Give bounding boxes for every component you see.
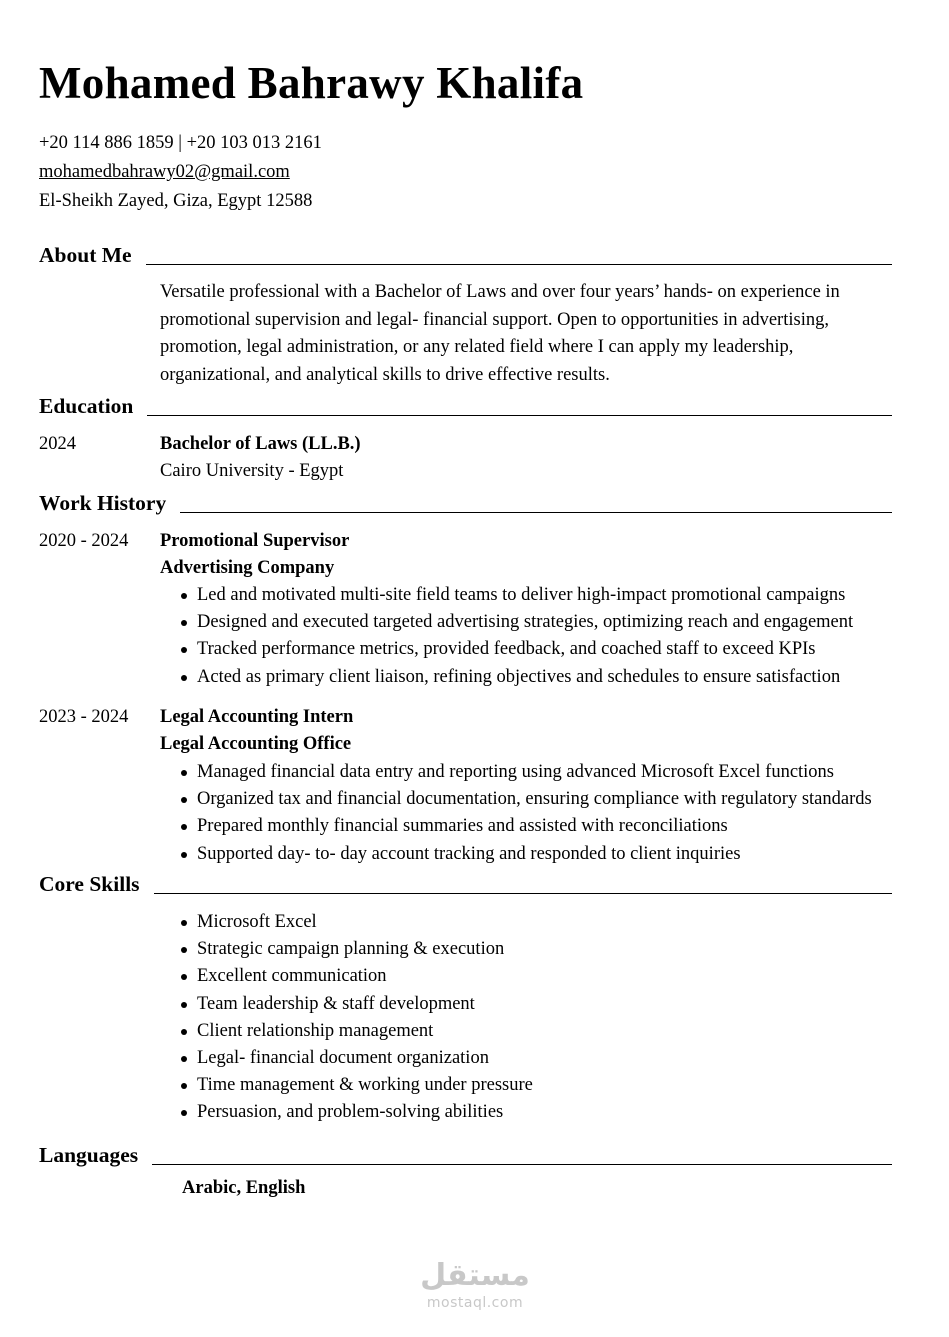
list-item: Team leadership & staff development	[160, 991, 533, 1018]
section-title: Languages	[39, 1143, 139, 1167]
watermark-site: mostaql.com	[426, 1295, 524, 1311]
job-dates: 2020 - 2024	[39, 531, 129, 551]
section-title: Education	[39, 394, 134, 418]
about-text: Versatile professional with a Bachelor of Laws and over four years’ hands- on experience in promotional supervision and legal- financial support. Open to opportunities in advertising, promotion, legal administration, or any related field where I can apply my leadership, organizational, and analytical skills to drive effective results.	[160, 282, 840, 385]
list-item: Acted as primary client liaison, refining objectives and schedules to ensure satisfaction	[160, 664, 853, 691]
section-education	[39, 391, 892, 419]
list-item: Tracked performance metrics, provided feedback, and coached staff to exceed KPIs	[160, 636, 853, 663]
section-about	[39, 240, 892, 268]
section-work-history	[39, 488, 892, 516]
list-item: Time management & working under pressure	[160, 1072, 533, 1099]
phone-numbers: +20 114 886 1859 | +20 103 013 2161	[39, 133, 322, 153]
job-company: Advertising Company	[160, 558, 335, 578]
job-responsibilities	[160, 759, 872, 868]
list-item: Client relationship management	[160, 1018, 533, 1045]
skills-list	[160, 909, 533, 1127]
email-link[interactable]: mohamedbahrawy02@gmail.com	[39, 162, 290, 182]
section-divider	[147, 415, 892, 416]
section-languages	[39, 1140, 892, 1168]
languages-text: Arabic, English	[182, 1178, 306, 1198]
list-item: Prepared monthly financial summaries and assisted with reconciliations	[160, 813, 872, 840]
section-divider	[146, 264, 892, 265]
job-company: Legal Accounting Office	[160, 734, 352, 754]
mostaql-watermark	[410, 1258, 540, 1316]
address: El-Sheikh Zayed, Giza, Egypt 12588	[39, 191, 313, 211]
candidate-name: Mohamed Bahrawy Khalifa	[39, 58, 584, 108]
list-item: Strategic campaign planning & execution	[160, 936, 533, 963]
list-item: Legal- financial document organization	[160, 1045, 533, 1072]
list-item: Microsoft Excel	[160, 909, 533, 936]
list-item: Excellent communication	[160, 963, 533, 990]
section-title: About Me	[39, 243, 132, 267]
section-divider	[152, 1164, 892, 1165]
watermark-logo: مستقل	[420, 1258, 530, 1293]
section-core-skills	[39, 869, 892, 897]
list-item: Organized tax and financial documentation, ensuring compliance with regulatory standards	[160, 786, 872, 813]
list-item: Supported day- to- day account tracking and responded to client inquiries	[160, 841, 872, 868]
section-title: Core Skills	[39, 872, 140, 896]
list-item: Persuasion, and problem-solving abilities	[160, 1099, 533, 1126]
list-item: Designed and executed targeted advertising strategies, optimizing reach and engagement	[160, 609, 853, 636]
job-dates: 2023 - 2024	[39, 707, 129, 727]
list-item: Managed financial data entry and reporting using advanced Microsoft Excel functions	[160, 759, 872, 786]
job-responsibilities	[160, 582, 853, 691]
list-item: Led and motivated multi-site field teams to deliver high-impact promotional campaigns	[160, 582, 853, 609]
education-school: Cairo University - Egypt	[160, 461, 344, 481]
section-title: Work History	[39, 491, 167, 515]
job-role: Promotional Supervisor	[160, 531, 350, 551]
section-divider	[154, 893, 892, 894]
section-divider	[180, 512, 892, 513]
education-degree: Bachelor of Laws (LL.B.)	[160, 434, 361, 454]
education-year: 2024	[39, 434, 76, 454]
job-role: Legal Accounting Intern	[160, 707, 354, 727]
